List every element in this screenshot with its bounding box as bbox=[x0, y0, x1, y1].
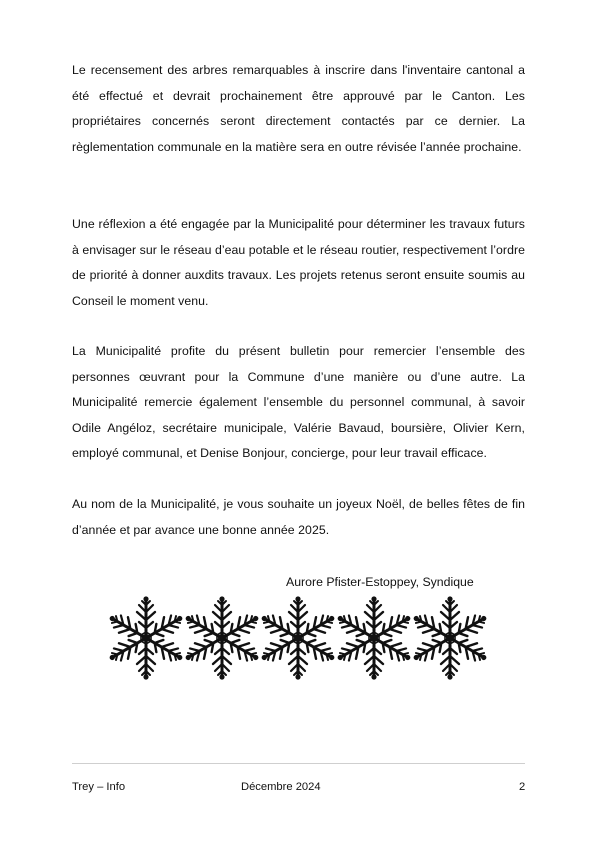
paragraph-season-greetings: Au nom de la Municipalité, je vous souhaite un joyeux Noël, de belles fêtes de fin d’année et par avance une bonne année 2025. bbox=[72, 497, 525, 537]
paragraph-works-planning: Une réflexion a été engagée par la Municipalité pour déterminer les travaux futurs à envisager sur le réseau d’eau potable et le réseau routier, respectivement l’ordre de priorité à donner auxdits travaux. Les projets retenus seront ensuite soumis au Conseil le moment venu. bbox=[72, 217, 525, 308]
snowflake-icon bbox=[106, 596, 187, 679]
paragraph-trees-census: Le recensement des arbres remarquables à inscrire dans l'inventaire cantonal a été effectué et devrait prochainement être approuvé par le Canton. Les propriétaires concernés seront directement contactés par ce dernier. La règlementation communale en la matière sera en outre révisée l’année prochaine. bbox=[72, 63, 525, 154]
paragraph-thanks-staff: La Municipalité profite du présent bulletin pour remercier l’ensemble des personnes œuvrant pour la Commune d’une manière ou d’une autre. La Municipalité remercie également l’ensemble du personnel communal, à savoir Odile Angéloz, secrétaire municipale, Valérie Bavaud, boursière, Olivier Kern, employé communal, et Denise Bonjour, concierge, pour leur travail efficace. bbox=[72, 344, 525, 460]
footer-page-number: 2 bbox=[519, 781, 526, 793]
snowflake-icon bbox=[257, 596, 338, 679]
footer-divider bbox=[72, 763, 525, 764]
snowflake-icon bbox=[181, 596, 262, 679]
signature-line: Aurore Pfister-Estoppey, Syndique bbox=[286, 575, 474, 589]
footer-date: Décembre 2024 bbox=[241, 781, 321, 793]
snowflake-icon bbox=[409, 596, 490, 679]
snowflake-icon bbox=[333, 596, 414, 679]
footer-publication: Trey – Info bbox=[72, 781, 126, 793]
snowflake-border bbox=[106, 596, 490, 680]
